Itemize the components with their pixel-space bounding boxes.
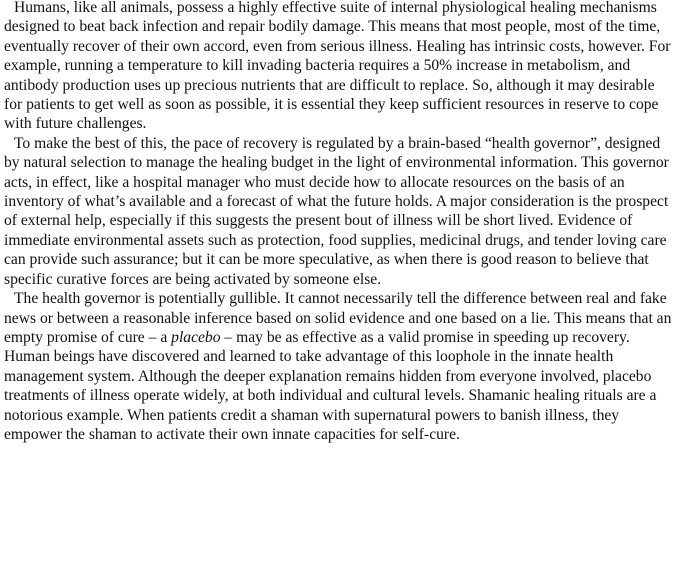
placebo-emphasis: placebo — [171, 328, 221, 346]
paragraph-placebo-text-after: – may be as effective as a valid promise in speeding up recovery. Human beings have discovered and learned to take advantage of this loophole in the innate health management system. Although the deeper explanation remains hidden from everyone involved, placebo treatments of illness operate widely, at both individual and cultural levels. Shamanic healing rituals are a notorious example. When patients credit a shaman with supernatural powers to banish illness, they empower the shaman to activate their own innate capacities for self-cure. — [4, 328, 657, 443]
document-body — [4, 0, 675, 444]
paragraph-placebo-text-before: The health governor is potentially gullible. It cannot necessarily tell the difference between real and fake news or between a reasonable inference based on solid evidence and one based on a lie. This means that an empty promise of cure – a — [4, 290, 672, 346]
paragraph-healing-mechanisms: Humans, like all animals, possess a highly effective suite of internal physiological healing mechanisms designed to beat back infection and repair bodily damage. This means that most people, most of the time, eventually recover of their own accord, even from serious illness. Healing has intrinsic costs, however. For example, running a temperature to kill invading bacteria requires a 50% increase in metabolism, and antibody production uses up precious nutrients that are difficult to replace. So, although it may desirable for patients to get well as soon as possible, it is essential they keep sufficient resources in reserve to cope with future challenges. — [4, 0, 671, 133]
paragraph-placebo — [4, 289, 675, 444]
paragraph-health-governor: To make the best of this, the pace of recovery is regulated by a brain-based “health governor”, designed by natural selection to manage the healing budget in the light of environmental information. This governor acts, in effect, like a hospital manager who must decide how to allocate resources on the basis of an inventory of what’s available and a forecast of what the future holds. A major consideration is the prospect of external help, especially if this suggests the present bout of illness will be short lived. Evidence of immediate environmental assets such as protection, food supplies, medicinal drugs, and tender loving care can provide such assurance; but it can be more speculative, as when there is good reason to believe that specific curative forces are being activated by someone else. — [4, 134, 669, 288]
